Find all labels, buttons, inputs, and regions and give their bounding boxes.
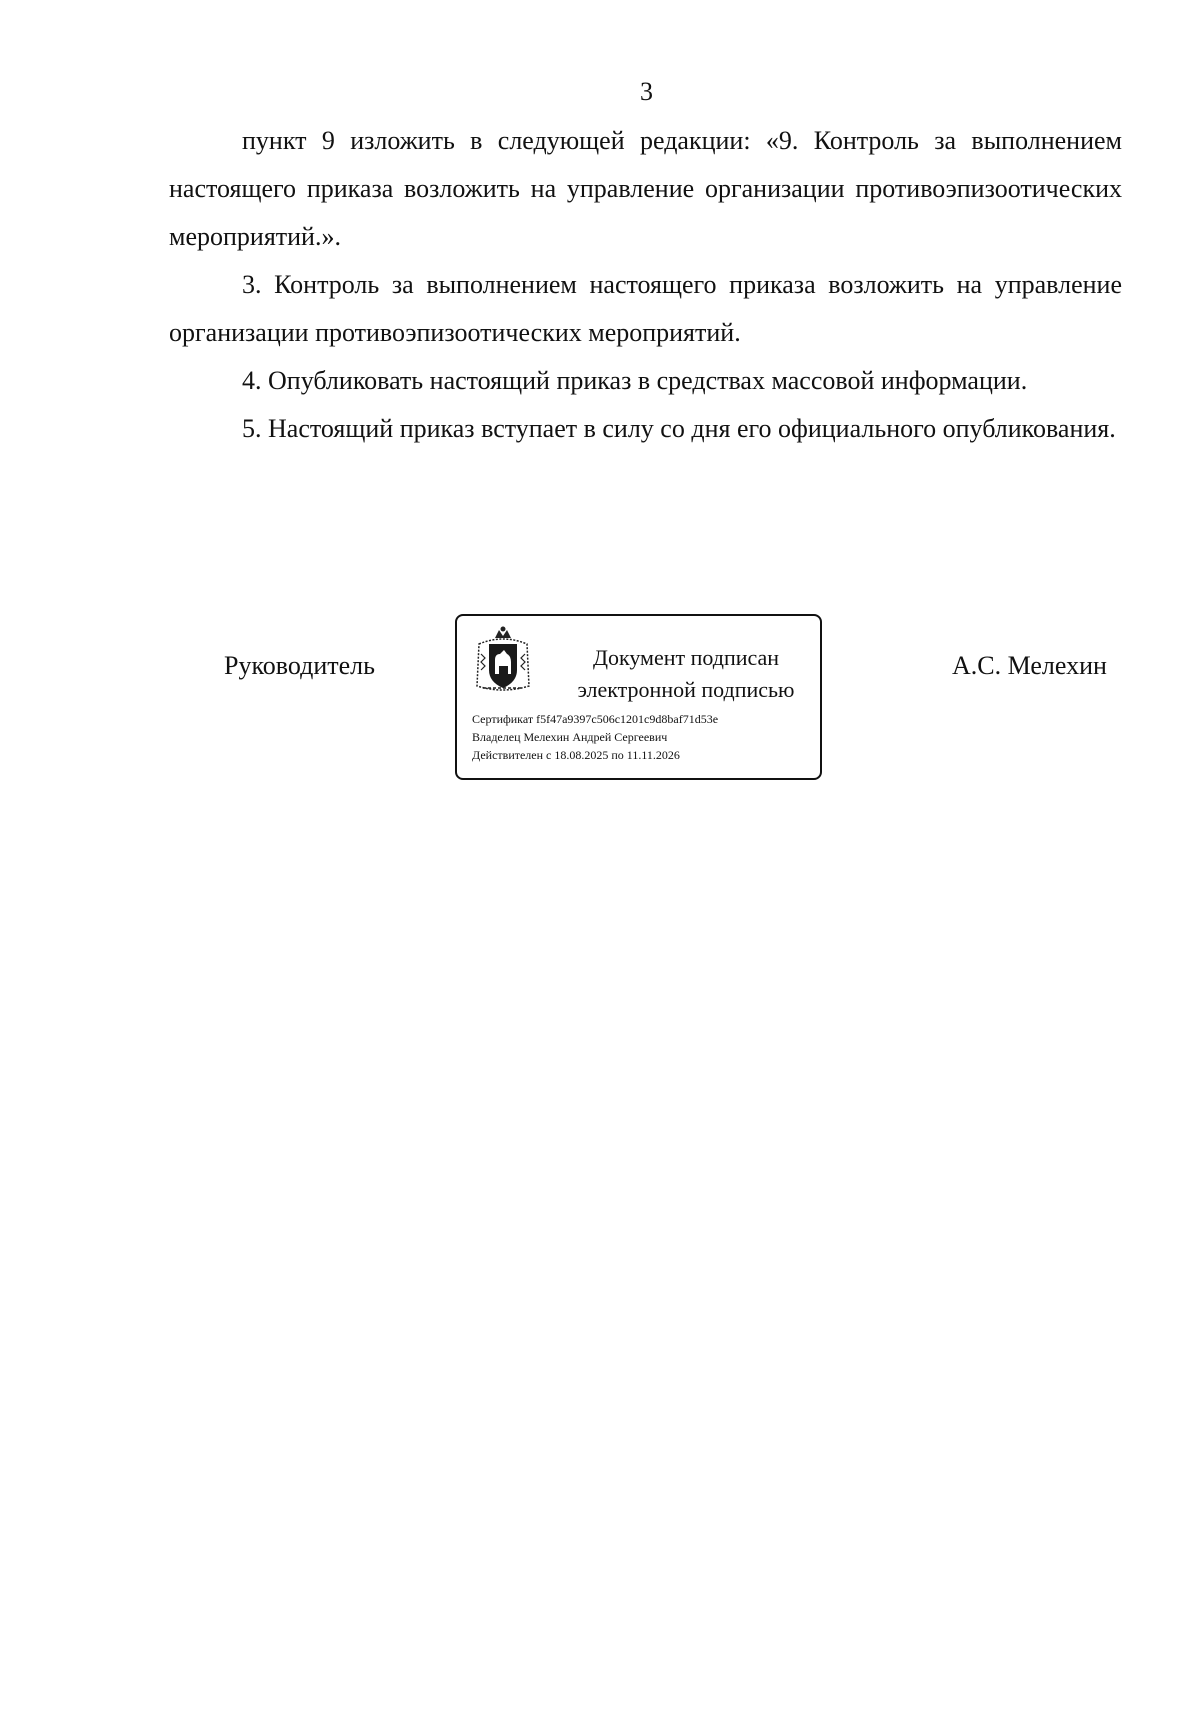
stamp-title-line-2: электронной подписью (577, 677, 795, 702)
page-number: 3 (640, 77, 653, 106)
paragraph-5-effective-date: 5. Настоящий приказ вступает в силу со дня его официального опубликования. (242, 414, 1116, 443)
certificate-number: Сертификат f5f47a9397c506c1201c9d8baf71d53e (472, 712, 719, 726)
signer-name: А.С. Мелехин (952, 651, 1107, 680)
signature-block (0, 614, 1200, 784)
document-body (169, 117, 1122, 453)
coat-of-arms-icon (473, 624, 533, 696)
stamp-title-line-1: Документ подписан (592, 645, 780, 670)
stamp-title (557, 642, 815, 706)
paragraph-item-9-amendment: пункт 9 изложить в следующей редакции: «9. Контроль за выполнением настоящего приказа возложить на управление организации противоэпизоотических мероприятий.». (169, 126, 1122, 251)
paragraph-3-control: 3. Контроль за выполнением настоящего приказа возложить на управление организации противоэпизоотических мероприятий. (169, 270, 1122, 347)
certificate-owner: Владелец Мелехин Андрей Сергеевич (472, 730, 668, 744)
stamp-details (472, 710, 718, 764)
signer-position: Руководитель (224, 651, 375, 680)
electronic-signature-stamp (455, 614, 822, 780)
certificate-validity: Действителен с 18.08.2025 по 11.11.2026 (472, 748, 680, 762)
paragraph-4-publish: 4. Опубликовать настоящий приказ в средствах массовой информации. (242, 366, 1028, 395)
